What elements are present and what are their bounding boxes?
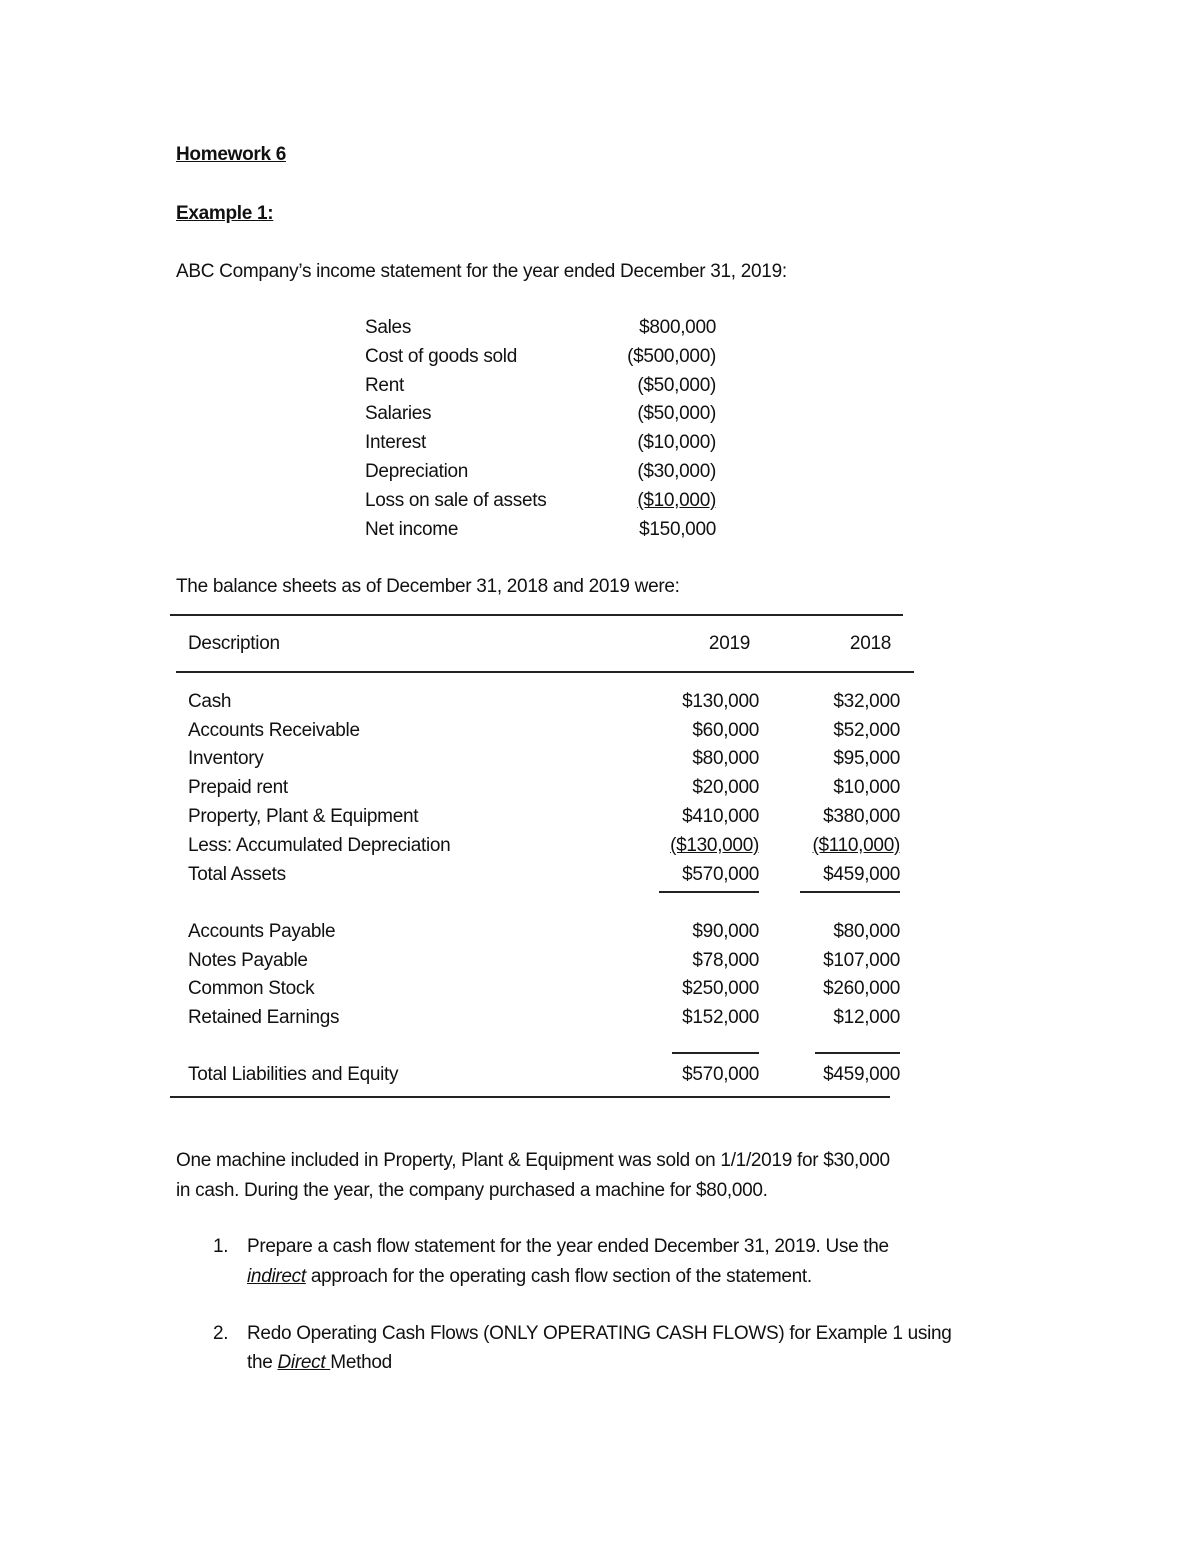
value-2018: $80,000 (833, 921, 900, 942)
value-2019: $60,000 (692, 720, 759, 741)
income-value: ($30,000) (637, 461, 716, 482)
list-number: 1. (213, 1236, 229, 1257)
row-label: Less: Accumulated Depreciation (188, 835, 451, 856)
income-label: Interest (365, 432, 426, 453)
income-value: ($10,000) (637, 432, 716, 453)
emphasis-indirect: indirect (247, 1266, 306, 1287)
row-label: Property, Plant & Equipment (188, 806, 419, 827)
income-label: Cost of goods sold (365, 346, 517, 367)
question-text (247, 1265, 812, 1289)
value-2019: $570,000 (682, 864, 759, 885)
value-2018: $107,000 (823, 950, 900, 971)
header-2018: 2018 (849, 633, 891, 654)
value-2019: $130,000 (682, 691, 759, 712)
income-label: Sales (365, 317, 412, 338)
value-2018: $32,000 (833, 691, 900, 712)
emphasis-direct: Direct (277, 1352, 331, 1373)
page-title: Homework 6 (176, 144, 286, 165)
total-rule (815, 1052, 900, 1054)
row-label: Total Assets (188, 864, 286, 885)
value-2018: $95,000 (833, 748, 900, 769)
list-number: 2. (213, 1323, 229, 1344)
table-bottom-rule (170, 1096, 890, 1098)
value-2018: ($110,000) (812, 835, 900, 856)
intro-text: ABC Company’s income statement for the year ended December 31, 2019: (176, 261, 787, 282)
note-line: in cash. During the year, the company purchased a machine for $80,000. (176, 1180, 768, 1201)
income-label: Loss on sale of assets (365, 490, 547, 511)
total-rule (672, 1052, 759, 1054)
value-2019: $410,000 (682, 806, 759, 827)
income-value: ($50,000) (637, 375, 716, 396)
income-value: ($500,000) (627, 346, 716, 367)
income-label: Depreciation (365, 461, 469, 482)
value-2019: $80,000 (692, 748, 759, 769)
header-rule (176, 671, 914, 673)
row-label: Accounts Payable (188, 921, 336, 942)
header-description: Description (188, 633, 280, 654)
balance-intro: The balance sheets as of December 31, 2018 and 2019 were: (176, 576, 680, 597)
total-rule (800, 891, 900, 893)
row-label: Common Stock (188, 978, 315, 999)
value-2019: $20,000 (692, 777, 759, 798)
value-2018: $52,000 (833, 720, 900, 741)
value-2019: $152,000 (682, 1007, 759, 1028)
row-label: Notes Payable (188, 950, 308, 971)
question-text: Redo Operating Cash Flows (ONLY OPERATING CASH FLOWS) for Example 1 using (247, 1323, 952, 1344)
example-heading: Example 1: (176, 203, 274, 224)
value-2019: $570,000 (682, 1064, 759, 1085)
income-label: Net income (365, 519, 459, 540)
value-2018: $380,000 (823, 806, 900, 827)
value-2018: $459,000 (823, 1064, 900, 1085)
value-2019: $90,000 (692, 921, 759, 942)
row-label: Total Liabilities and Equity (188, 1064, 399, 1085)
value-2019: ($130,000) (670, 835, 759, 856)
question-text-pre: the (247, 1352, 278, 1373)
value-2018: $260,000 (823, 978, 900, 999)
question-text-rest: approach for the operating cash flow section of the statement. (305, 1266, 812, 1287)
income-value: $150,000 (639, 519, 716, 540)
value-2018: $10,000 (833, 777, 900, 798)
table-top-rule (170, 614, 903, 616)
income-value: ($10,000) (637, 490, 716, 511)
income-value: ($50,000) (637, 403, 716, 424)
value-2019: $78,000 (692, 950, 759, 971)
income-label: Rent (365, 375, 404, 396)
value-2018: $459,000 (823, 864, 900, 885)
value-2018: $12,000 (833, 1007, 900, 1028)
total-rule (659, 891, 759, 893)
row-label: Accounts Receivable (188, 720, 360, 741)
header-2019: 2019 (708, 633, 750, 654)
row-label: Inventory (188, 748, 264, 769)
note-line: One machine included in Property, Plant & Equipment was sold on 1/1/2019 for $30,000 (176, 1150, 890, 1171)
question-text (247, 1351, 392, 1375)
row-label: Cash (188, 691, 232, 712)
income-value: $800,000 (639, 317, 716, 338)
question-text: Prepare a cash flow statement for the year ended December 31, 2019. Use the (247, 1236, 889, 1257)
question-text-rest: Method (330, 1352, 392, 1373)
row-label: Prepaid rent (188, 777, 288, 798)
row-label: Retained Earnings (188, 1007, 340, 1028)
value-2019: $250,000 (682, 978, 759, 999)
income-label: Salaries (365, 403, 432, 424)
